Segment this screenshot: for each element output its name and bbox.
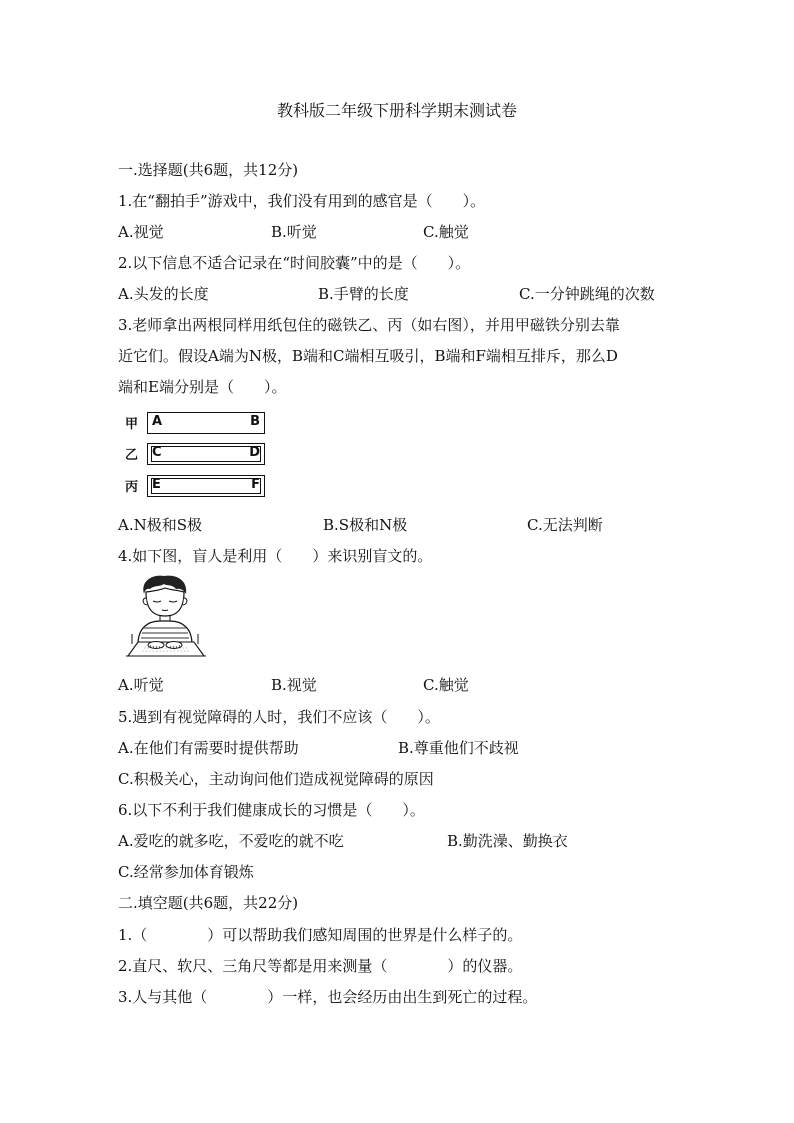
page-title: 教科版二年级下册科学期末测试卷 <box>276 101 517 120</box>
q6-stem: 6.以下不利于我们健康成长的习惯是（ ）。 <box>118 801 425 819</box>
paper-wrap <box>151 478 261 494</box>
q4-option-b: B.视觉 <box>271 676 317 694</box>
magnet-wrapped <box>147 443 265 465</box>
paper-wrap <box>151 446 261 462</box>
q2-stem: 2.以下信息不适合记录在“时间胶囊”中的是（ ）。 <box>118 254 471 272</box>
q3-stem-line1: 3.老师拿出两根同样用纸包住的磁铁乙、丙（如右图），并用甲磁铁分别去靠 <box>118 316 620 334</box>
q4-stem: 4.如下图，盲人是利用（ ）来识别盲文的。 <box>118 547 433 565</box>
q5-stem: 5.遇到有视觉障碍的人时，我们不应该（ ）。 <box>118 708 440 726</box>
q6-option-a: A.爱吃的就多吃，不爱吃的就不吃 <box>118 832 344 850</box>
q1-option-b: B.听觉 <box>271 223 317 241</box>
q3-option-b: B.S极和N极 <box>323 516 408 534</box>
magnet-label: 甲 <box>125 417 139 432</box>
section2-heading: 二.填空题(共6题，共22分) <box>118 894 299 912</box>
q1-option-a: A.视觉 <box>118 223 164 241</box>
fill-q1: 1.（ ）可以帮助我们感知周围的世界是什么样子的。 <box>118 926 523 944</box>
q5-option-b: B.尊重他们不歧视 <box>398 739 519 757</box>
magnet-wrapped <box>147 475 265 497</box>
magnet-end-left: E <box>152 477 161 492</box>
q5-option-c: C.积极关心，主动询问他们造成视觉障碍的原因 <box>118 770 434 788</box>
fill-q3: 3.人与其他（ ）一样，也会经历由出生到死亡的过程。 <box>118 988 538 1006</box>
fill-q2: 2.直尺、软尺、三角尺等都是用来测量（ ）的仪器。 <box>118 957 523 975</box>
magnet-bar <box>147 412 265 434</box>
magnet-end-left: A <box>152 414 163 429</box>
magnet-end-right: F <box>251 477 260 492</box>
q2-option-b: B.手臂的长度 <box>318 285 409 303</box>
section1-heading: 一.选择题(共6题，共12分) <box>118 161 299 179</box>
q3-stem-line2: 近它们。假设A端为N极，B端和C端相互吸引，B端和F端相互排斥，那么D <box>118 347 618 365</box>
q5-option-a: A.在他们有需要时提供帮助 <box>118 739 299 757</box>
q2-option-c: C.一分钟跳绳的次数 <box>519 285 655 303</box>
q2-option-a: A.头发的长度 <box>118 285 209 303</box>
q6-option-c: C.经常参加体育锻炼 <box>118 863 254 881</box>
magnet-end-right: B <box>250 414 260 429</box>
magnet-label: 丙 <box>125 480 139 495</box>
q1-stem: 1.在“翻拍手”游戏中，我们没有用到的感官是（ ）。 <box>118 192 486 210</box>
magnet-end-right: D <box>249 445 260 460</box>
q3-option-a: A.N极和S极 <box>118 516 203 534</box>
q6-option-b: B.勤洗澡、勤换衣 <box>447 832 568 850</box>
q1-option-c: C.触觉 <box>423 223 469 241</box>
magnet-label: 乙 <box>125 448 139 463</box>
q3-stem-line3: 端和E端分别是（ ）。 <box>118 378 287 396</box>
blind-reader-illustration <box>118 572 210 664</box>
magnet-end-left: C <box>152 445 162 460</box>
q3-option-c: C.无法判断 <box>527 516 603 534</box>
q4-option-a: A.听觉 <box>118 676 164 694</box>
q4-option-c: C.触觉 <box>423 676 469 694</box>
